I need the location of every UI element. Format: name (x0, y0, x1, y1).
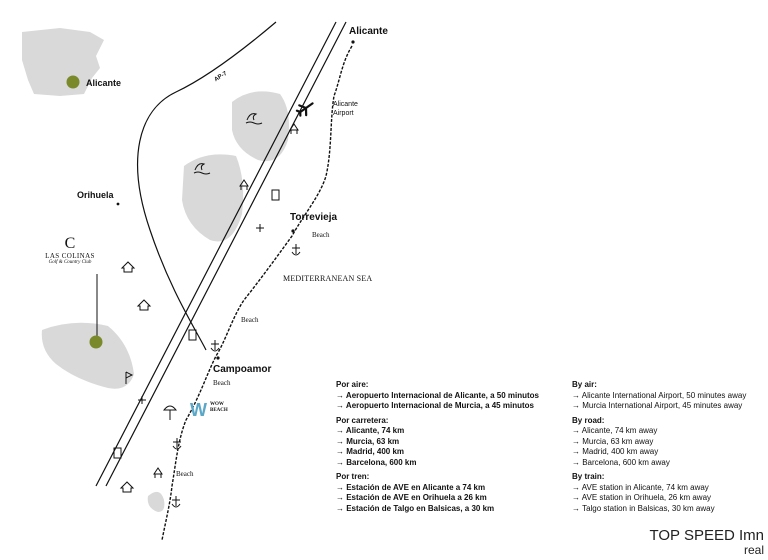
info-item: → Aeropuerto Internacional de Murcia, a 45 minutos (336, 401, 534, 410)
anchor-icon-1 (292, 244, 300, 255)
house-icon-1 (122, 262, 134, 272)
info-heading: By train: (572, 472, 605, 481)
info-group (336, 472, 539, 514)
label-beach-3: Beach (213, 379, 231, 387)
label-ap7: AP-7 (213, 70, 229, 84)
inset-alicante-marker (67, 76, 80, 89)
info-item: → Murcia, 63 km (336, 436, 400, 446)
label-torrevieja: Torrevieja (290, 212, 338, 223)
tent-icon-3 (154, 468, 162, 478)
umbrella-icon (164, 406, 176, 420)
wow-text-1: WOW (210, 402, 224, 407)
beach-hut-icon-2 (189, 330, 196, 340)
wow-text-2: BEACH (210, 408, 228, 413)
tent-icon-1 (290, 124, 298, 134)
anchor-icon-2 (211, 340, 219, 351)
wow-beach-logo (190, 400, 240, 420)
info-item: → Aeropuerto Internacional de Alicante, a 50 minutos (336, 390, 540, 400)
info-heading: By air: (572, 380, 597, 389)
info-item: → AVE station in Orihuela, 26 km away (572, 493, 712, 502)
land-area-2 (182, 154, 243, 241)
info-english (572, 380, 746, 518)
label-alicante-airport: Alicante Airport (333, 101, 358, 117)
info-group (572, 472, 746, 514)
las-colinas-subtitle: Golf & Country Club (48, 260, 92, 265)
label-alicante: Alicante (349, 26, 388, 37)
info-group (572, 416, 746, 469)
info-group (336, 380, 539, 412)
info-item: → Estación de AVE en Orihuela a 26 km (336, 493, 487, 502)
alicante-dot (351, 40, 354, 43)
label-beach-4: Beach (176, 470, 194, 478)
info-item: → Estación de AVE en Alicante a 74 km (336, 482, 486, 492)
info-item: → Talgo station in Balsicas, 30 km away (572, 503, 715, 513)
las-colinas-marker (90, 336, 103, 349)
las-colinas-name: LAS COLINAS (45, 252, 95, 260)
label-beach-1: Beach (312, 231, 330, 239)
info-item: → Barcelona, 600 km (336, 457, 417, 467)
beach-hut-icon-1 (272, 190, 279, 200)
orihuela-dot (117, 203, 120, 206)
info-heading: Por carretera: (336, 415, 389, 425)
land-area-1 (232, 91, 289, 161)
watermark-line-2: real (743, 543, 764, 557)
wow-logo-text (210, 402, 228, 414)
info-item: → Estación de Talgo en Balsicas, a 30 km (336, 503, 495, 513)
label-orihuela: Orihuela (77, 190, 114, 200)
label-beach-2: Beach (241, 316, 259, 324)
info-group (336, 416, 539, 469)
info-item: → Madrid, 400 km (336, 447, 405, 456)
label-inset-alicante: Alicante (86, 78, 122, 88)
house-icon-2 (138, 300, 150, 310)
cross-icon-1 (256, 224, 264, 232)
info-spanish (336, 380, 539, 518)
info-group (572, 380, 746, 412)
info-item: → Barcelona, 600 km away (572, 457, 670, 467)
las-colinas-logo (40, 236, 100, 265)
info-item: → Murcia International Airport, 45 minutes away (572, 401, 743, 410)
info-heading: Por tren: (336, 472, 370, 481)
label-campoamor: Campoamor (213, 364, 272, 375)
info-heading: By road: (572, 415, 605, 425)
info-item: → AVE station in Alicante, 74 km away (572, 482, 709, 492)
las-colinas-logo-mark: C (64, 235, 76, 252)
info-item: → Alicante, 74 km (336, 426, 405, 435)
land-area-4 (148, 492, 165, 512)
wow-logo-mark: W (190, 400, 207, 420)
land-area-3 (42, 323, 134, 389)
anchor-icon-4 (172, 496, 180, 507)
info-item: → Madrid, 400 km away (572, 447, 659, 456)
campoamor-dot (216, 356, 219, 359)
info-heading: Por aire: (336, 380, 369, 389)
watermark (650, 528, 765, 558)
info-item: → Alicante, 74 km away (572, 426, 658, 435)
torrevieja-dot (291, 229, 294, 232)
info-item: → Murcia, 63 km away (572, 436, 654, 446)
info-item: → Alicante International Airport, 50 minutes away (572, 390, 747, 400)
house-icon-3 (121, 482, 133, 492)
label-mediterranean-sea: MEDITERRANEAN SEA (283, 274, 373, 283)
watermark-line-1: TOP SPEED Imn (649, 527, 764, 544)
